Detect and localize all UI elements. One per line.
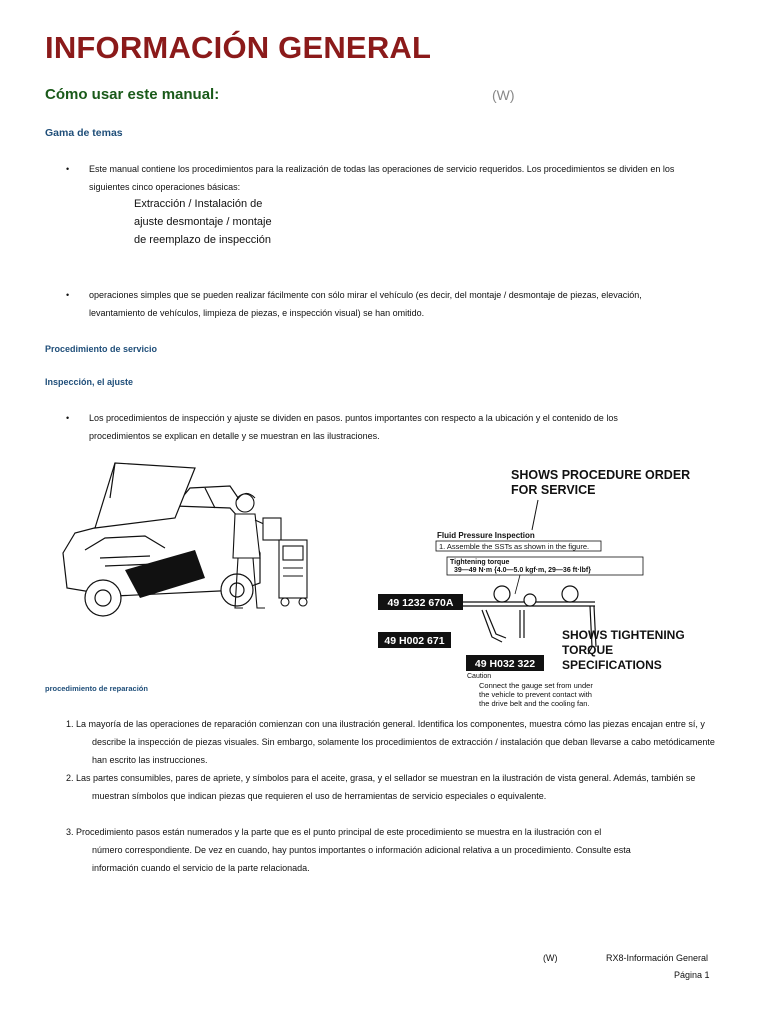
step-title: Fluid Pressure Inspection (437, 531, 535, 540)
footer-tag: (W) (543, 953, 558, 963)
heading-inspeccion: Inspección, el ajuste (45, 377, 134, 387)
numbered-item-3 (66, 823, 746, 877)
bullet-3-text (89, 409, 729, 445)
heading-gama: Gama de temas (45, 127, 123, 139)
operation-item: de reemplazo de inspección (134, 234, 271, 246)
footer-page-number: Página 1 (674, 970, 710, 980)
bullet-2-line: operaciones simples que se pueden realizar fácilmente con sólo mirar el vehículo (es decir, del montaje / desmontaje de piezas, elevación, (89, 290, 642, 300)
numbered-line: 2. Las partes consumibles, pares de apriete, y símbolos para el aceite, grasa, y el sellador se muestran en la ilustración de vista general. Además, también se (66, 773, 696, 783)
bullet-1-line: Este manual contiene los procedimientos para la realización de todas las operaciones de servicio requeridos. Los procedimientos se dividen en los (89, 164, 675, 174)
numbered-line: información cuando el servicio de la parte relacionada. (92, 863, 310, 873)
fluid-pressure-diagram (370, 462, 720, 712)
numbered-line: 1. La mayoría de las operaciones de reparación comienzan con una ilustración general. Identifica los componentes, muestra cómo las piezas encajan entre sí, y (66, 719, 705, 729)
tool-label-2: 49 H002 671 (384, 635, 445, 647)
tool-label-3: 49 H032 322 (474, 658, 536, 670)
numbered-item-2 (66, 769, 746, 805)
operations-list (134, 195, 272, 249)
caution-line: the drive belt and the cooling fan. (479, 699, 590, 708)
caution-line: the vehicle to prevent contact with (479, 690, 592, 699)
bullet-2: • (66, 290, 70, 300)
step-text: 1. Assemble the SSTs as shown in the figure. (439, 542, 590, 551)
callout-order-line2: FOR SERVICE (511, 483, 596, 497)
bullet-3: • (66, 413, 70, 423)
heading-reparacion: procedimiento de reparación (45, 684, 148, 693)
callout-order-line1: SHOWS PROCEDURE ORDER (511, 468, 691, 482)
section-subtitle: Cómo usar este manual: (45, 86, 220, 103)
car-service-illustration (55, 458, 320, 623)
torque-value: 39—49 N·m {4.0—5.0 kgf·m, 29—36 ft·lbf} (454, 567, 591, 574)
bullet-2-text (89, 286, 729, 322)
tool-label-1: 49 1232 670A (387, 597, 454, 609)
bullet-1-text (89, 160, 729, 196)
numbered-line: han escrito las instrucciones. (92, 755, 208, 765)
footer-doc-name: RX8-Información General (606, 953, 709, 963)
caution-line: Connect the gauge set from under (479, 681, 593, 690)
callout-torque-line2: TORQUE (562, 643, 614, 657)
numbered-line: describe la inspección de piezas visuales. Sin embargo, solamente los procedimientos de extracción / instalación que deban llevarse a cabo metódicamente (92, 737, 715, 747)
callout-torque-line3: SPECIFICATIONS (562, 658, 662, 672)
numbered-item-1 (66, 715, 746, 769)
numbered-line: número correspondiente. De vez en cuando, hay puntos importantes o información adicional relativa a un procedimiento. Consulte esta (92, 845, 631, 855)
caution-title: Caution (467, 673, 492, 680)
operation-item: ajuste desmontaje / montaje (134, 216, 272, 228)
numbered-line: muestran símbolos que indican piezas que requieren el uso de herramientas de servicio especiales o equivalente. (92, 791, 547, 801)
numbered-line: 3. Procedimiento pasos están numerados y la parte que es el punto principal de este procedimiento se muestra en la ilustración con el (66, 827, 602, 837)
heading-procedimiento: Procedimiento de servicio (45, 344, 158, 354)
operation-item: Extracción / Instalación de (134, 198, 263, 210)
bullet-1: • (66, 164, 70, 174)
bullet-3-line: Los procedimientos de inspección y ajuste se dividen en pasos. puntos importantes con respecto a la ubicación y el contenido de los (89, 413, 618, 423)
page-title: INFORMACIÓN GENERAL (45, 30, 432, 65)
callout-torque-line1: SHOWS TIGHTENING (562, 628, 685, 642)
subtitle-tag: (W) (492, 87, 515, 103)
bullet-1-line: siguientes cinco operaciones básicas: (89, 182, 241, 192)
bullet-2-line: levantamiento de vehículos, limpieza de piezas, e inspección visual) se han omitido. (89, 308, 425, 318)
bullet-3-line: procedimientos se explican en detalle y se muestran en las ilustraciones. (89, 431, 380, 441)
torque-label: Tightening torque (450, 559, 510, 566)
